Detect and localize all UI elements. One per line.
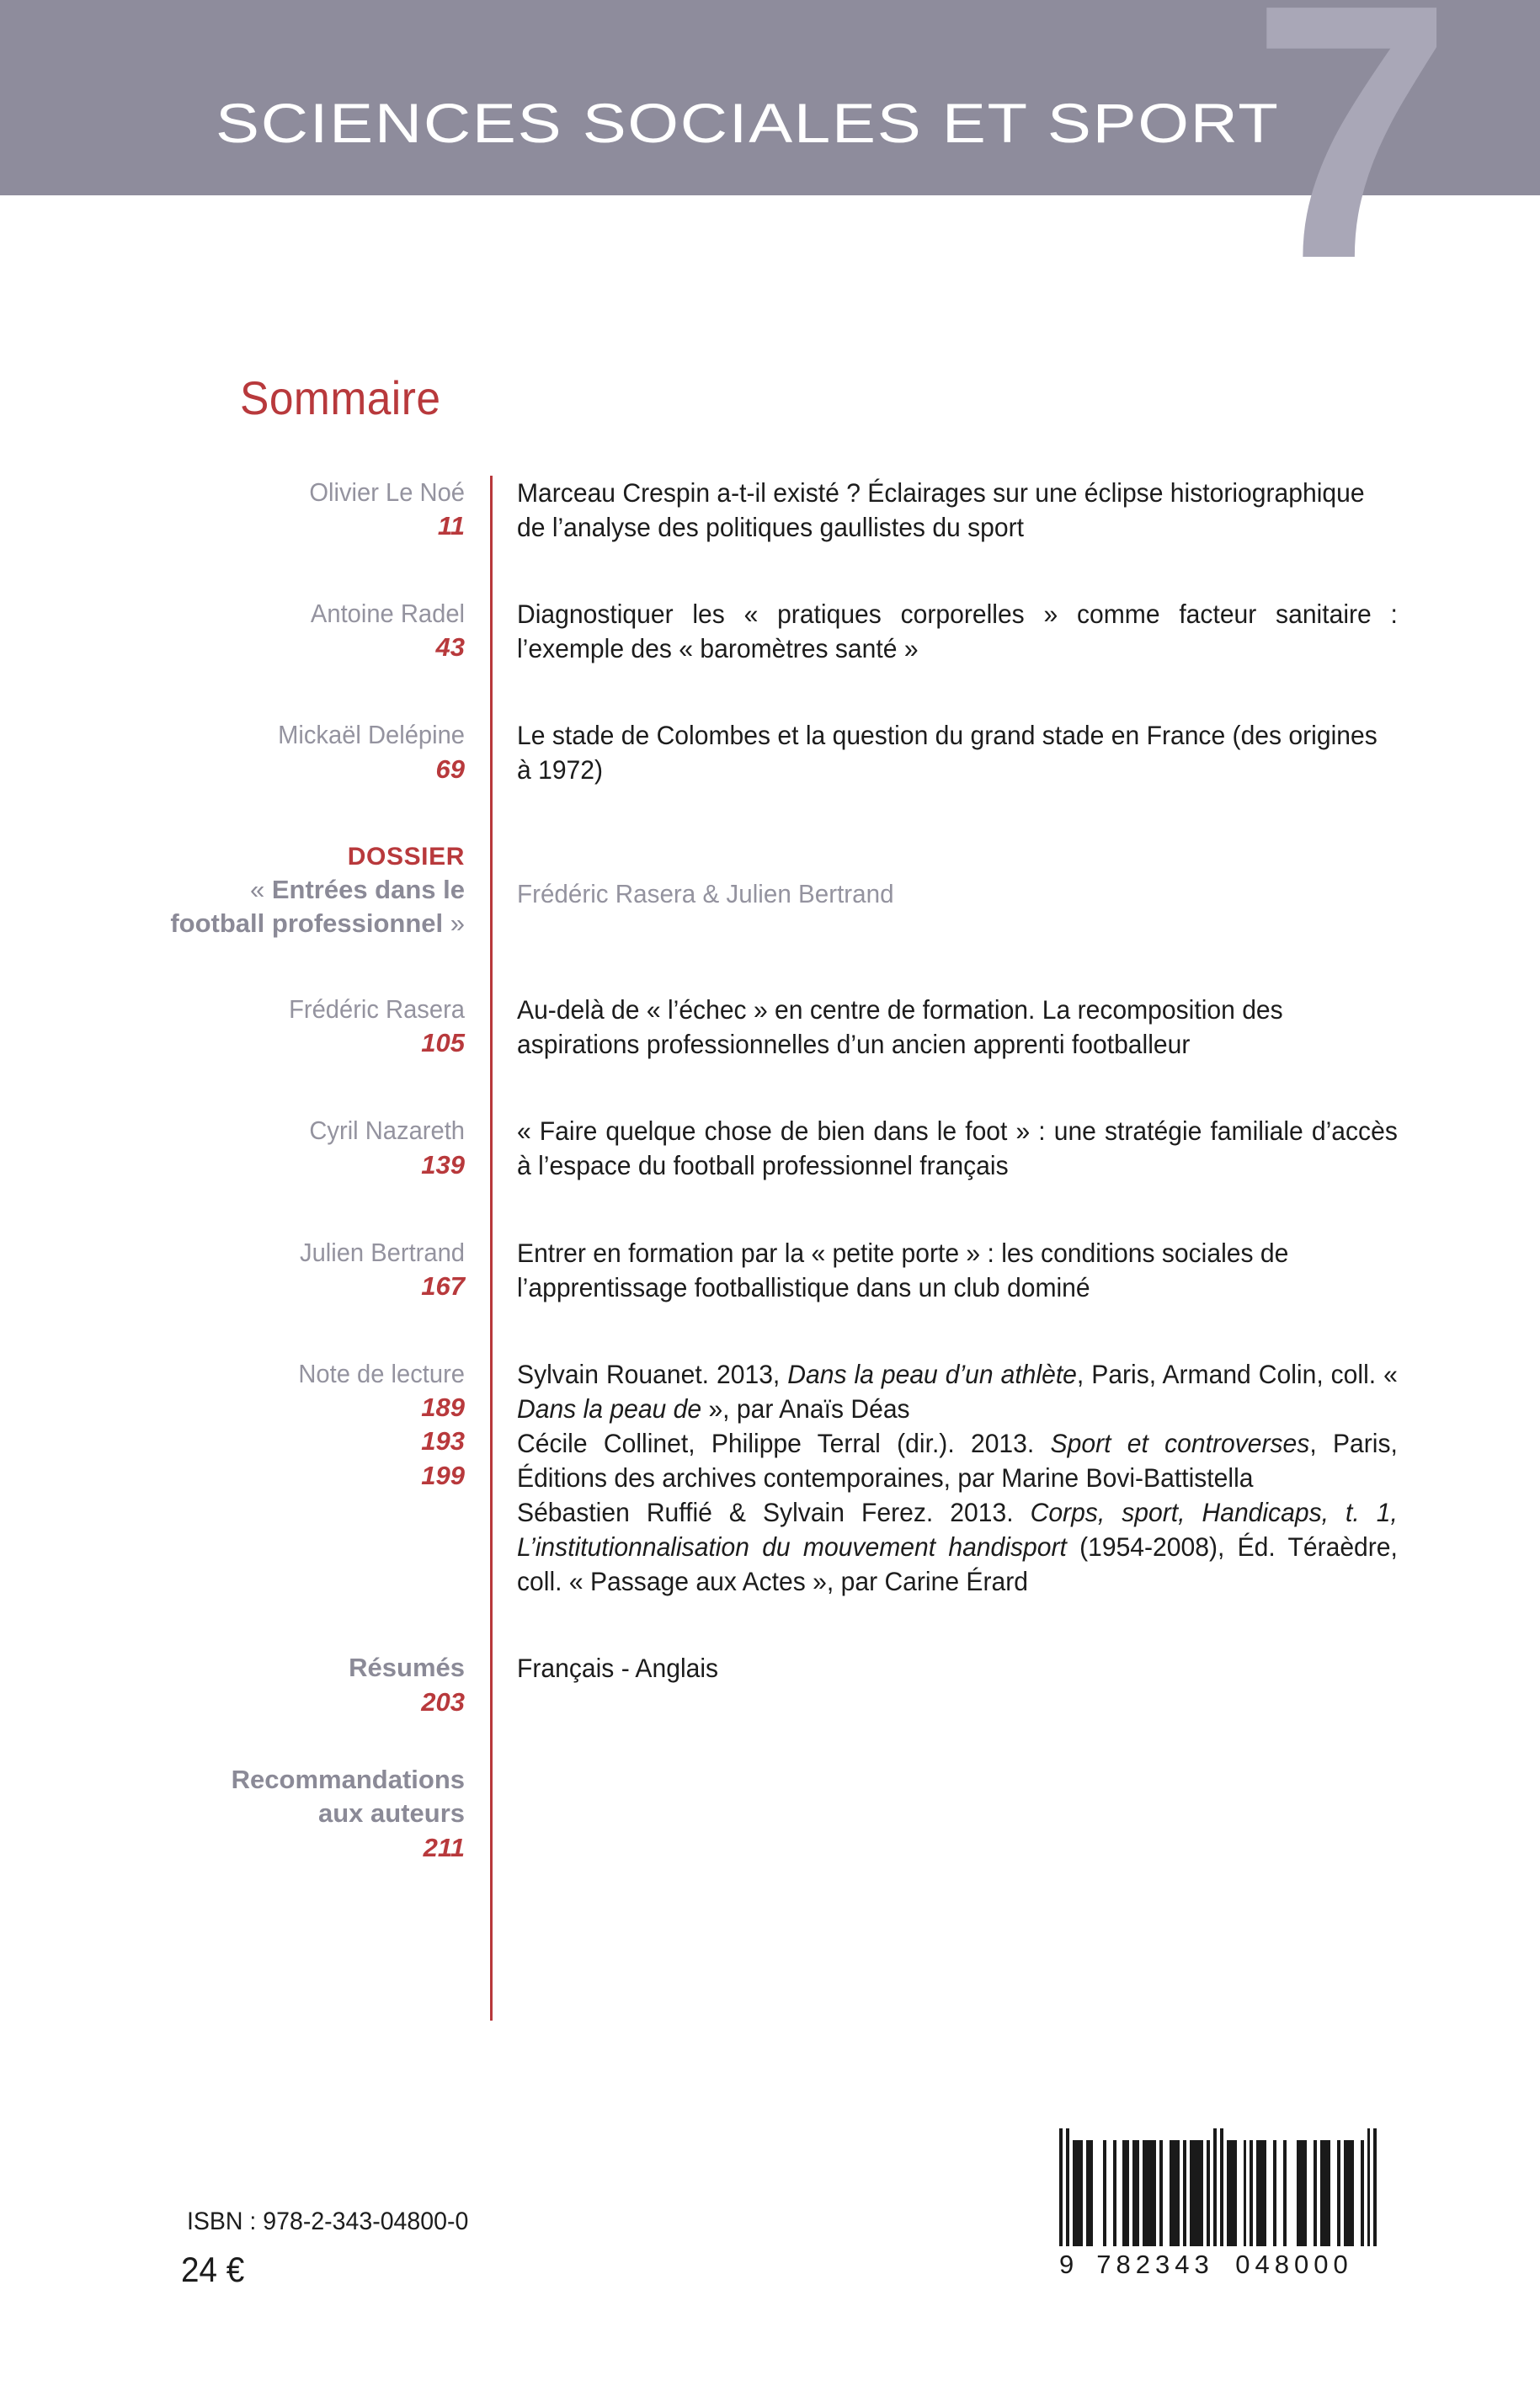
author-name: Mickaël Delépine <box>278 720 465 750</box>
toc-entry-meta <box>109 1236 490 1305</box>
page-number: 11 <box>437 511 465 541</box>
spacer <box>109 666 1398 718</box>
review-text: Sébastien Ruffié & Sylvain Ferez. 2013. <box>517 1497 1031 1528</box>
author-name: Olivier Le Noé <box>309 477 465 507</box>
page-number: 167 <box>421 1270 465 1301</box>
barcode-bars <box>1059 2128 1377 2246</box>
toc-entry-title-cell <box>490 1236 1398 1305</box>
spacer <box>109 1305 1398 1357</box>
isbn-text: ISBN : 978-2-343-04800-0 <box>187 2208 469 2235</box>
toc-entry[interactable] <box>109 597 1398 666</box>
dossier-subtitle-line1 <box>109 873 465 907</box>
barcode-left-group: 782343 <box>1096 2250 1214 2279</box>
notes-meta <box>109 1357 490 1600</box>
review-text: », par Anaïs Déas <box>701 1393 910 1424</box>
resumes-content-cell <box>490 1651 1398 1719</box>
review-text: (1954-2008), Éd. Téraèdre, coll. « Passage aux Actes », par Carine Érard <box>517 1531 1398 1597</box>
header-band <box>0 0 1540 334</box>
book-review <box>517 1426 1398 1495</box>
author-name: Cyril Nazareth <box>309 1116 465 1146</box>
dossier-label: DOSSIER <box>347 842 465 871</box>
review-collection-title: Dans la peau de <box>517 1393 702 1424</box>
recommandations-section[interactable] <box>109 1763 1398 1865</box>
resumes-label: Résumés <box>349 1653 465 1683</box>
toc-entry-meta <box>109 718 490 787</box>
barcode-right-group: 048000 <box>1235 2250 1353 2279</box>
barcode <box>1059 2128 1377 2280</box>
page-number: 189 <box>421 1393 465 1423</box>
toc-entry-title-cell <box>490 718 1398 787</box>
toc-entry[interactable] <box>109 1236 1398 1305</box>
dossier-meta <box>109 840 490 941</box>
recommandations-meta <box>109 1763 490 1865</box>
article-title: Diagnostiquer les « pratiques corporelles » comme facteur sanitaire : l’exemple des « baromètres santé » <box>517 599 1398 664</box>
author-name: Frédéric Rasera <box>289 994 465 1025</box>
author-name: Antoine Radel <box>310 599 465 629</box>
toc-entry-meta <box>109 597 490 666</box>
page-number: 193 <box>421 1426 465 1457</box>
article-title: Entrer en formation par la « petite porte » : les conditions sociales de l’apprentissage footballistique dans un club dominé <box>517 1237 1289 1302</box>
review-book-title: Corps, sport, Handicaps, t. 1, L’institutionnalisation du mouvement handisport <box>517 1497 1398 1563</box>
spacer <box>109 545 1398 597</box>
toc-entry-title-cell <box>490 476 1398 545</box>
resumes-content: Français - Anglais <box>517 1653 719 1684</box>
article-title: « Faire quelque chose de bien dans le foot » : une stratégie familiale d’accès à l’espace du football professionnel français <box>517 1116 1398 1181</box>
article-title: Le stade de Colombes et la question du grand stade en France (des origines à 1972) <box>517 720 1377 786</box>
recommandations-content-cell <box>490 1763 1398 1865</box>
book-review <box>517 1357 1398 1426</box>
page-number: 43 <box>435 632 465 663</box>
price-text: 24 € <box>181 2250 245 2289</box>
spacer <box>109 1184 1398 1236</box>
page-number: 105 <box>421 1028 465 1058</box>
page-number: 139 <box>421 1149 465 1180</box>
close-quote: » <box>443 908 465 938</box>
article-title: Au-delà de « l’échec » en centre de formation. La recomposition des aspirations professionnelles d’un ancien apprenti footballeur <box>517 994 1283 1060</box>
dossier-subtitle-line2 <box>109 907 465 940</box>
table-of-contents <box>109 476 1398 1865</box>
dossier-subtitle-text1: Entrées dans le <box>271 874 465 904</box>
vertical-divider <box>490 476 493 2021</box>
toc-entry-meta <box>109 476 490 545</box>
spacer <box>109 1062 1398 1114</box>
resumes-section[interactable] <box>109 1651 1398 1719</box>
notes-label: Note de lecture <box>298 1358 465 1388</box>
book-review <box>517 1495 1398 1599</box>
review-text: Sylvain Rouanet. 2013, <box>517 1358 788 1389</box>
toc-entry[interactable] <box>109 1114 1398 1183</box>
toc-entry[interactable] <box>109 993 1398 1062</box>
journal-title: SCIENCES SOCIALES ET SPORT <box>216 92 1280 154</box>
dossier-editors: Frédéric Rasera & Julien Bertrand <box>517 878 894 908</box>
resumes-meta <box>109 1651 490 1719</box>
review-book-title: Dans la peau d’un athlète <box>787 1358 1077 1389</box>
notes-de-lecture-section[interactable] <box>109 1357 1398 1600</box>
toc-entry-title-cell <box>490 993 1398 1062</box>
review-text: , Paris, Armand Colin, coll. « <box>1076 1358 1398 1389</box>
issue-number-numeral: 7 <box>1250 0 1447 334</box>
dossier-editors-cell <box>490 840 1398 941</box>
author-name: Julien Bertrand <box>299 1237 465 1267</box>
barcode-digit-first: 9 <box>1059 2250 1076 2279</box>
page-number: 199 <box>421 1460 465 1490</box>
page-title: Sommaire <box>240 371 441 424</box>
spacer <box>109 940 1398 993</box>
article-title: Marceau Crespin a-t-il existé ? Éclairages sur une éclipse historiographique de l’analyse des politiques gaullistes du sport <box>517 477 1365 543</box>
review-text: , Paris, Éditions des archives contemporaines, par Marine Bovi-Battistella <box>517 1427 1398 1493</box>
open-quote: « <box>249 874 272 904</box>
toc-entry-meta <box>109 993 490 1062</box>
barcode-digits <box>1059 2250 1377 2280</box>
recommandations-label-line1: Recommandations <box>231 1764 465 1794</box>
toc-entry-meta <box>109 1114 490 1183</box>
page-number: 203 <box>421 1686 465 1717</box>
page-number: 211 <box>423 1832 465 1862</box>
spacer <box>109 788 1398 840</box>
dossier-subtitle-text2: football professionnel <box>170 908 444 938</box>
spacer <box>109 1599 1398 1651</box>
spacer <box>109 1719 1398 1763</box>
review-text: Cécile Collinet, Philippe Terral (dir.). 2013. <box>517 1427 1051 1458</box>
toc-entry-title-cell <box>490 597 1398 666</box>
recommandations-label-line2: aux auteurs <box>317 1798 465 1829</box>
toc-entry[interactable] <box>109 718 1398 787</box>
review-book-title: Sport et controverses <box>1050 1427 1310 1458</box>
notes-list <box>490 1357 1398 1600</box>
dossier-header <box>109 840 1398 941</box>
toc-entry[interactable] <box>109 476 1398 545</box>
page-number: 69 <box>435 754 465 784</box>
toc-entry-title-cell <box>490 1114 1398 1183</box>
